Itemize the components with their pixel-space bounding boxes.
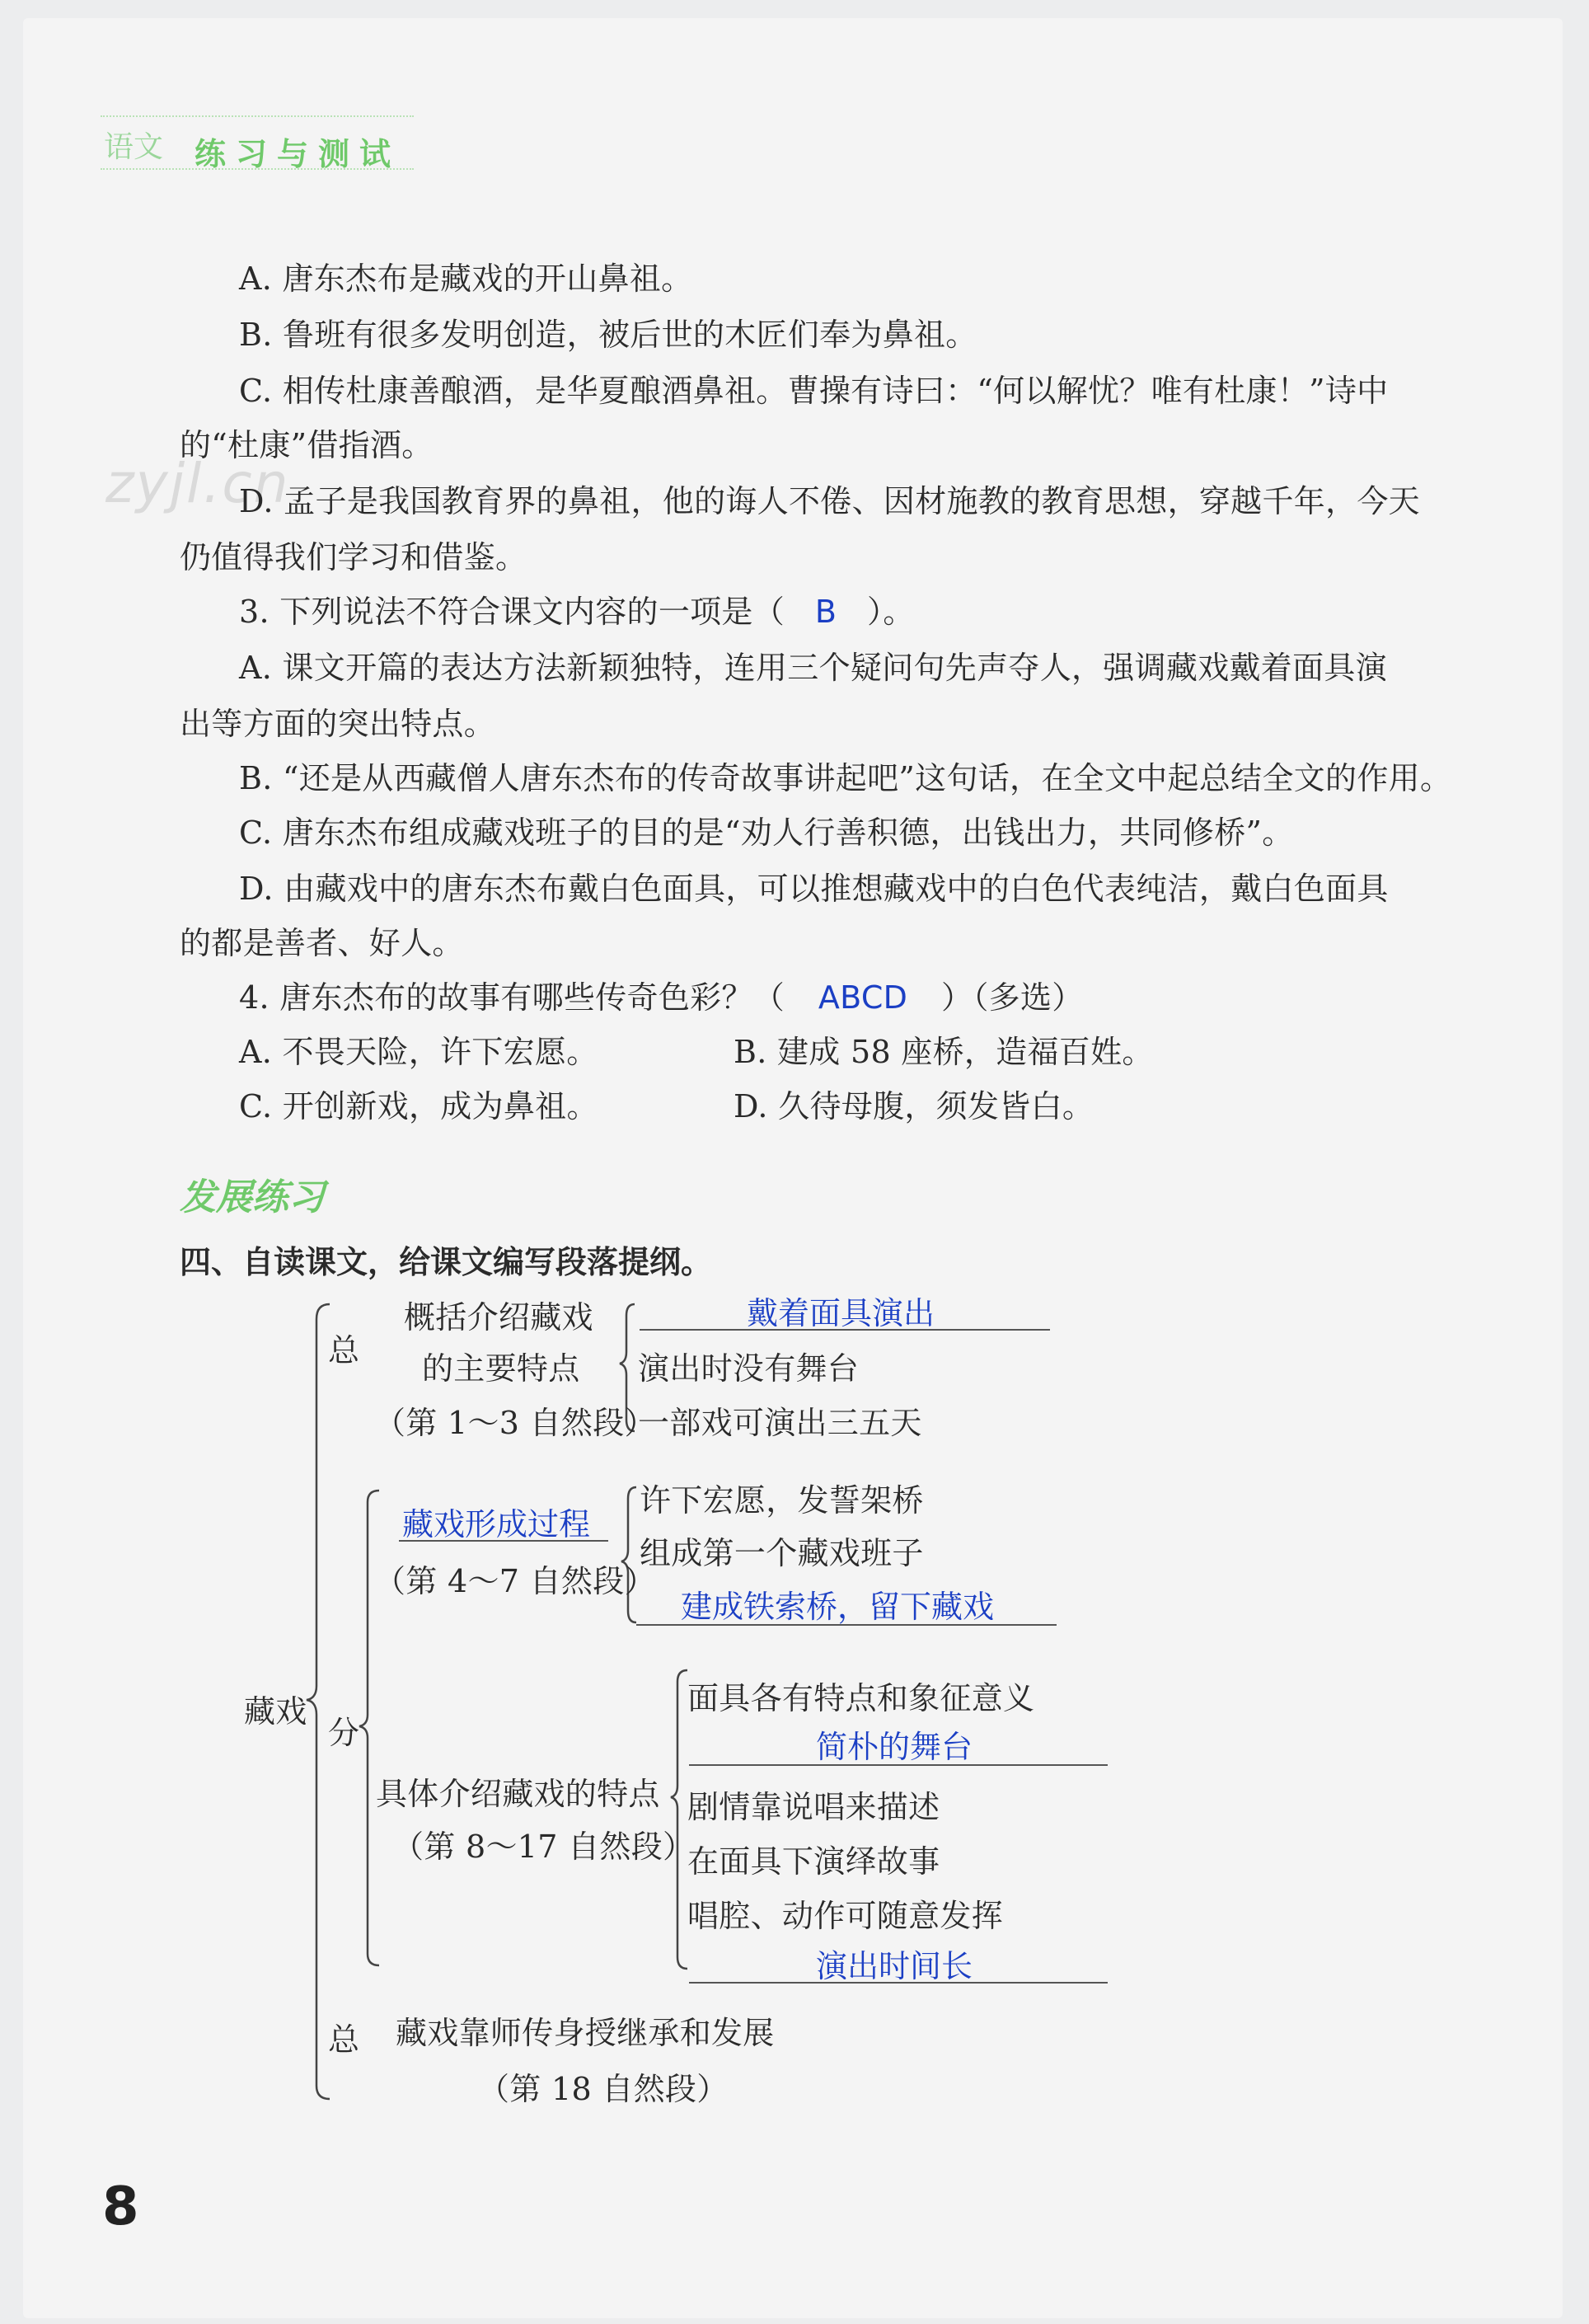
part1-answer: 戴着面具演出 — [747, 1295, 935, 1331]
q3-answer: B — [814, 594, 837, 630]
part2-item2: 组成第一个藏戏班子 — [640, 1535, 924, 1571]
part4-range: （第 18 自然段） — [478, 2071, 729, 2107]
q2-option-b: B. 鲁班有很多发明创造，被后世的木匠们奉为鼻祖。 — [239, 317, 977, 353]
q4-answer: ABCD — [818, 979, 908, 1016]
header-subject: 语文 — [104, 130, 164, 164]
part3-item1: 面具各有特点和象征意义 — [687, 1680, 1035, 1716]
q3-option-a-line1: A. 课文开篇的表达方法新颖独特，连用三个疑问句先声夺人，强调藏戏戴着面具演 — [239, 650, 1388, 686]
part3-answer2: 演出时间长 — [816, 1948, 973, 1984]
part2-answer2: 建成铁索桥，留下藏戏 — [681, 1589, 995, 1625]
part3-item5: 唱腔、动作可随意发挥 — [687, 1898, 1004, 1934]
q2-option-a: A. 唐东杰布是藏戏的开山鼻祖。 — [239, 261, 693, 297]
part1-range: （第 1～3 自然段） — [374, 1405, 656, 1441]
part3-title: 具体介绍藏戏的特点 — [376, 1776, 660, 1812]
q3-option-d-line2: 的都是善者、好人。 — [180, 925, 464, 961]
outline-zong-1: 总 — [328, 1332, 360, 1369]
part3-answer1: 简朴的舞台 — [816, 1729, 973, 1765]
outline-zong-2: 总 — [328, 2021, 360, 2058]
q3-option-c: C. 唐东杰布组成藏戏班子的目的是“劝人行善积德，出钱出力，共同修桥”。 — [239, 815, 1294, 851]
part2-item1: 许下宏愿，发誓架桥 — [640, 1482, 924, 1519]
part2-range: （第 4～7 自然段） — [374, 1563, 656, 1599]
q3-option-a-line2: 出等方面的突出特点。 — [180, 706, 496, 742]
q2-option-c-line2: 的“杜康”借指酒。 — [180, 427, 434, 463]
q2-option-d-line2: 仍值得我们学习和借鉴。 — [180, 539, 527, 575]
part1-title-line1: 概括介绍藏戏 — [404, 1299, 593, 1336]
part3-item4: 在面具下演绎故事 — [687, 1843, 940, 1880]
part3-range: （第 8～17 自然段） — [392, 1829, 695, 1865]
part4-title: 藏戏靠师传身授继承和发展 — [396, 2015, 775, 2051]
fen-brace — [359, 1491, 379, 1965]
part2-answer-line — [399, 1540, 608, 1542]
q3-option-b: B. “还是从西藏僧人唐东杰布的传奇故事讲起吧”这句话，在全文中起总结全文的作用。 — [239, 760, 1452, 796]
part3-item3: 剧情靠说唱来描述 — [687, 1789, 940, 1825]
root-brace — [307, 1304, 330, 2099]
part1-item3: 一部戏可演出三五天 — [638, 1405, 922, 1441]
q2-option-c-line1: C. 相传杜康善酿酒，是华夏酿酒鼻祖。曹操有诗曰：“何以解忧？唯有杜康！”诗中 — [239, 373, 1389, 409]
q3-stem-after: ）。 — [867, 594, 915, 630]
q4-stem-after: ）（多选） — [941, 979, 1084, 1016]
q4-option-b: B. 建成 58 座桥，造福百姓。 — [734, 1034, 1154, 1070]
q3-stem-before: 3. 下列说法不符合课文内容的一项是（ — [239, 594, 785, 630]
q4-option-d: D. 久待母腹，须发皆白。 — [734, 1088, 1094, 1124]
part1-title-line2: 的主要特点 — [422, 1350, 580, 1387]
part3-answer2-line — [689, 1982, 1108, 1984]
q4-option-a: A. 不畏天险，许下宏愿。 — [239, 1034, 598, 1070]
watermark: zyjl.cn — [105, 452, 290, 515]
part1-item2: 演出时没有舞台 — [638, 1350, 860, 1387]
part3-answer1-line — [689, 1764, 1108, 1766]
q4-option-c: C. 开创新戏，成为鼻祖。 — [239, 1088, 598, 1124]
header-title: 练习与测试 — [195, 136, 401, 172]
q2-option-d-line1: D. 孟子是我国教育界的鼻祖，他的诲人不倦、因材施教的教育思想，穿越千年，今天 — [239, 483, 1420, 519]
section-title: 发展练习 — [180, 1176, 325, 1218]
q3-option-d-line1: D. 由藏戏中的唐东杰布戴白色面具，可以推想藏戏中的白色代表纯洁，戴白色面具 — [239, 871, 1389, 907]
q4-stem-before: 4. 唐东杰布的故事有哪些传奇色彩？（ — [239, 979, 785, 1016]
task-four-heading: 四、自读课文，给课文编写段落提纲。 — [180, 1244, 713, 1280]
outline-fen: 分 — [328, 1715, 360, 1751]
part3-brace — [671, 1670, 687, 1969]
part2-answer: 藏戏形成过程 — [402, 1506, 591, 1542]
outline-root: 藏戏 — [244, 1693, 307, 1730]
page-number: 8 — [102, 2176, 139, 2237]
part2-brace — [621, 1487, 636, 1622]
part1-answer-line — [640, 1329, 1050, 1331]
part2-answer2-line — [636, 1624, 1057, 1626]
